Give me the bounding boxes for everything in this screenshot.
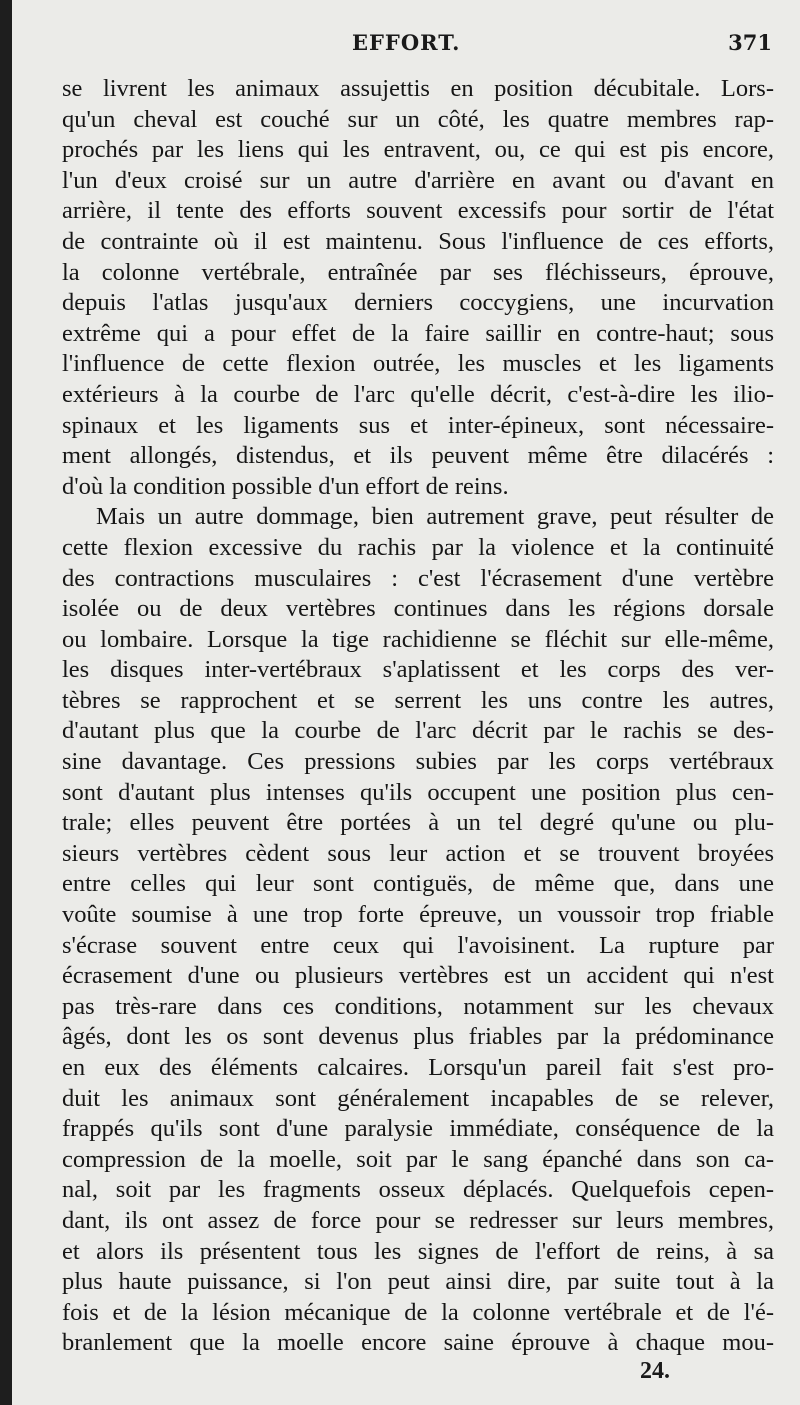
text-line: âgés, dont les os sont devenus plus friables par la prédominance <box>62 1023 774 1051</box>
body-text <box>62 74 774 1359</box>
page-header <box>62 30 772 60</box>
text-line: extérieurs à la courbe de l'arc qu'elle décrit, c'est-à-dire les ilio- <box>62 380 774 408</box>
text-line: ment allongés, distendus, et ils peuvent même être dilacérés : <box>62 442 774 470</box>
text-line: en eux des éléments calcaires. Lorsqu'un pareil fait s'est pro- <box>62 1054 774 1081</box>
text-line: les disques inter-vertébraux s'aplatissent et les corps des ver- <box>62 656 774 684</box>
text-line: voûte soumise à une trop forte épreuve, un voussoir trop friable <box>62 901 774 929</box>
text-line: fois et de la lésion mécanique de la colonne vertébrale et de l'é- <box>62 1298 774 1326</box>
text-line: sont d'autant plus intenses qu'ils occupent une position plus cen- <box>62 778 774 806</box>
text-line: sieurs vertèbres cèdent sous leur action et se trouvent broyées <box>62 839 774 867</box>
text-line: d'où la condition possible d'un effort de reins. <box>62 472 509 500</box>
text-line: et alors ils présentent tous les signes de l'effort de reins, à sa <box>62 1237 774 1265</box>
text-line: entre celles qui leur sont contiguës, de même que, dans une <box>62 870 774 898</box>
page-number: 371 <box>728 30 772 55</box>
text-line: isolée ou de deux vertèbres continues dans les régions dorsale <box>62 595 774 623</box>
text-line: des contractions musculaires : c'est l'écrasement d'une vertèbre <box>62 564 774 592</box>
paragraph-2 <box>62 502 774 1359</box>
scan-left-border <box>0 0 12 1405</box>
text-line: prochés par les liens qui les entravent, ou, ce qui est pis encore, <box>62 136 774 164</box>
text-line: extrême qui a pour effet de la faire saillir en contre-haut; sous <box>62 319 774 347</box>
text-line: plus haute puissance, si l'on peut ainsi dire, par suite tout à la <box>62 1268 774 1296</box>
text-line: compression de la moelle, soit par le sang épanché dans son ca- <box>62 1145 774 1173</box>
text-line: se livrent les animaux assujettis en position décubitale. Lors- <box>62 75 774 102</box>
text-line: écrasement d'une ou plusieurs vertèbres est un accident qui n'est <box>62 962 774 990</box>
text-line: de contrainte où il est maintenu. Sous l'influence de ces efforts, <box>62 227 774 255</box>
text-line: sine davantage. Ces pressions subies par les corps vertébraux <box>62 748 774 776</box>
text-line: dant, ils ont assez de force pour se redresser sur leurs membres, <box>62 1206 774 1234</box>
text-line: ou lombaire. Lorsque la tige rachidienne se fléchit sur elle-même, <box>62 625 774 653</box>
text-line: nal, soit par les fragments osseux déplacés. Quelquefois cepen- <box>62 1176 774 1204</box>
text-line: branlement que la moelle encore saine éprouve à chaque mou- <box>62 1329 774 1357</box>
running-title: EFFORT. <box>352 30 461 55</box>
text-line: l'un d'eux croisé sur un autre d'arrière en avant ou d'avant en <box>62 166 774 194</box>
text-line: s'écrase souvent entre ceux qui l'avoisinent. La rupture par <box>62 931 774 959</box>
text-line: trale; elles peuvent être portées à un tel degré qu'une ou plu- <box>62 809 774 837</box>
text-line: pas très-rare dans ces conditions, notamment sur les chevaux <box>62 992 774 1020</box>
signature-mark: 24. <box>640 1358 670 1384</box>
paragraph-1 <box>62 74 774 502</box>
text-line: cette flexion excessive du rachis par la violence et la continuité <box>62 533 774 561</box>
text-line: tèbres se rapprochent et se serrent les uns contre les autres, <box>62 686 774 714</box>
text-line: qu'un cheval est couché sur un côté, les quatre membres rap- <box>62 105 774 133</box>
text-line: duit les animaux sont généralement incapables de se relever, <box>62 1084 774 1112</box>
book-page <box>12 0 800 1405</box>
text-line: l'influence de cette flexion outrée, les muscles et les ligaments <box>62 350 774 378</box>
text-line: d'autant plus que la courbe de l'arc décrit par le rachis se des- <box>62 717 774 745</box>
text-line: la colonne vertébrale, entraînée par ses fléchisseurs, éprouve, <box>62 258 774 286</box>
text-line: arrière, il tente des efforts souvent excessifs pour sortir de l'état <box>62 197 774 225</box>
text-line: frappés qu'ils sont d'une paralysie immédiate, conséquence de la <box>62 1115 774 1143</box>
text-line: depuis l'atlas jusqu'aux derniers coccygiens, une incurvation <box>62 289 774 317</box>
text-line: Mais un autre dommage, bien autrement grave, peut résulter de <box>96 503 774 531</box>
text-line: spinaux et les ligaments sus et inter-épineux, sont nécessaire- <box>62 411 774 439</box>
